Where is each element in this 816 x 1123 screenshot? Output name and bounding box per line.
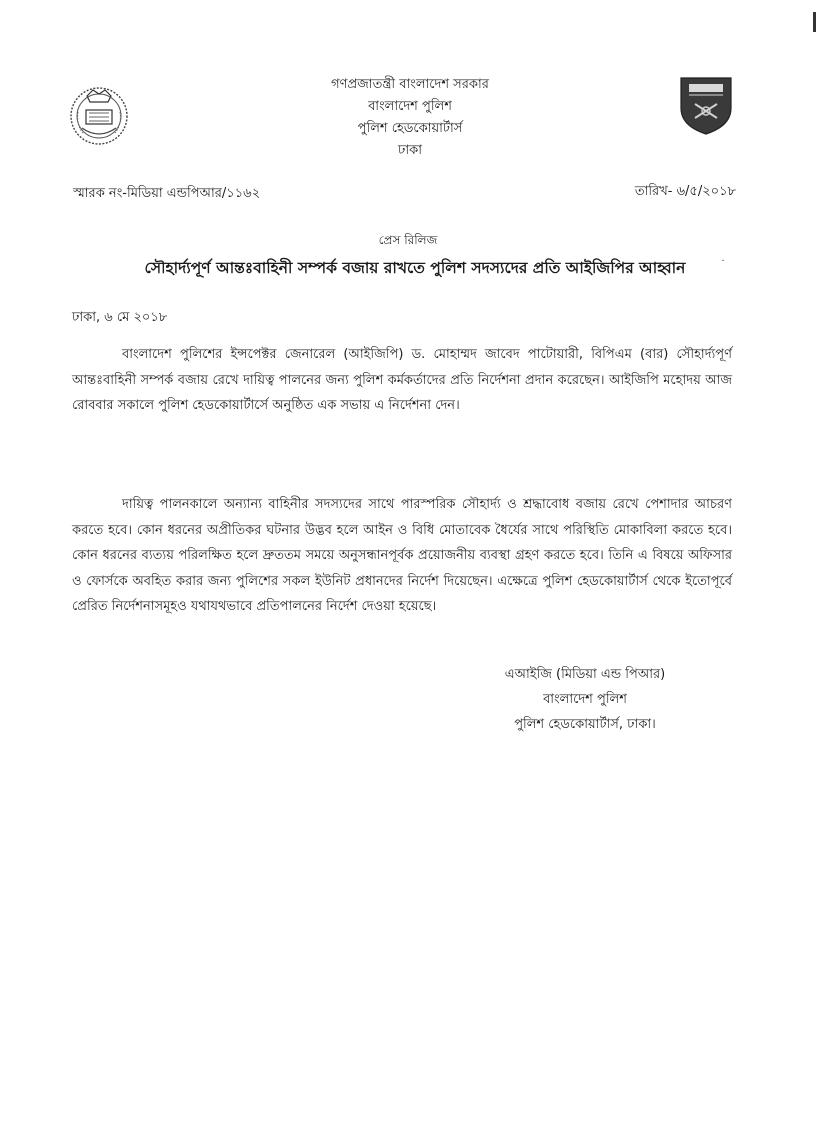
department-name: বাংলাদেশ পুলিশ bbox=[368, 99, 452, 114]
signature-block bbox=[480, 662, 690, 737]
letterhead bbox=[280, 74, 540, 162]
memo-number: স্মারক নং-মিডিয়া এন্ডপিআর/১১৬২ bbox=[73, 186, 261, 201]
body-paragraph-1: বাংলাদেশ পুলিশের ইন্সপেক্টর জেনারেল (আইজিপি) ড. মোহাম্মদ জাবেদ পাটোয়ারী, বিপিএম (বার) সৌহার্দ্যপূর্ণ আন্তঃবাহিনী সম্পর্ক বজায় রেখে দায়িত্ব পালনের জন্য পুলিশ কর্মকর্তাদের প্রতি নির্দেশনা প্রদান করেছেন। আইজিপি মহোদয় আজ রোববার সকালে পুলিশ হেডকোয়ার্টার্সে অনুষ্ঠিত এক সভায় এ নির্দেশনা দেন। bbox=[72, 347, 732, 414]
office-name: পুলিশ হেডকোয়ার্টার্স bbox=[357, 121, 463, 136]
press-release-label: প্রেস রিলিজ bbox=[378, 233, 438, 247]
dateline: ঢাকা, ৬ মে ২০১৮ bbox=[72, 310, 168, 325]
signatory-office: পুলিশ হেডকোয়ার্টার্স, ঢাকা। bbox=[514, 717, 656, 732]
body-paragraph-2: দায়িত্ব পালনকালে অন্যান্য বাহিনীর সদস্যদের সাথে পারস্পরিক সৌহার্দ্য ও শ্রদ্ধাবোধ বজায় রেখে পেশাদার আচরণ করতে হবে। কোন ধরনের অপ্রীতিকর ঘটনার উদ্ভব হলে আইন ও বিধি মোতাবেক ধৈর্যের সাথে পরিস্থিতি মোকাবিলা করতে হবে। কোন ধরনের ব্যত্যয় পরিলক্ষিত হলে দ্রুততম সময়ে অনুসন্ধানপূর্বক প্রয়োজনীয় ব্যবস্থা গ্রহণ করতে হবে। তিনি এ বিষয়ে অফিসার ও ফোর্সকে অবহিত করার জন্য পুলিশের সকল ইউনিট প্রধানদের নির্দেশ দিয়েছেন। এক্ষেত্রে পুলিশ হেডকোয়ার্টার্স থেকে ইতোপূর্বে প্রেরিত নির্দেশনাসমূহও যথাযথভাবে প্রতিপালনের নির্দেশ দেওয়া হয়েছে। bbox=[72, 497, 732, 615]
police-shield-icon bbox=[677, 74, 735, 136]
signatory-department: বাংলাদেশ পুলিশ bbox=[543, 692, 627, 707]
scan-dot-mark: ˙ bbox=[720, 258, 726, 272]
signatory-title: এআইজি (মিডিয়া এন্ড পিআর) bbox=[504, 667, 666, 682]
govt-name: গণপ্রজাতন্ত্রী বাংলাদেশ সরকার bbox=[331, 77, 489, 92]
police-emblem-icon bbox=[66, 82, 132, 148]
memo-date: তারিখ- ৬/৫/২০১৮ bbox=[634, 184, 736, 199]
office-city: ঢাকা bbox=[398, 143, 422, 158]
press-release-headline: সৌহার্দ্যপূর্ণ আন্তঃবাহিনী সম্পর্ক বজায় রাখতে পুলিশ সদস্যদের প্রতি আইজিপির আহ্বান bbox=[144, 259, 686, 277]
